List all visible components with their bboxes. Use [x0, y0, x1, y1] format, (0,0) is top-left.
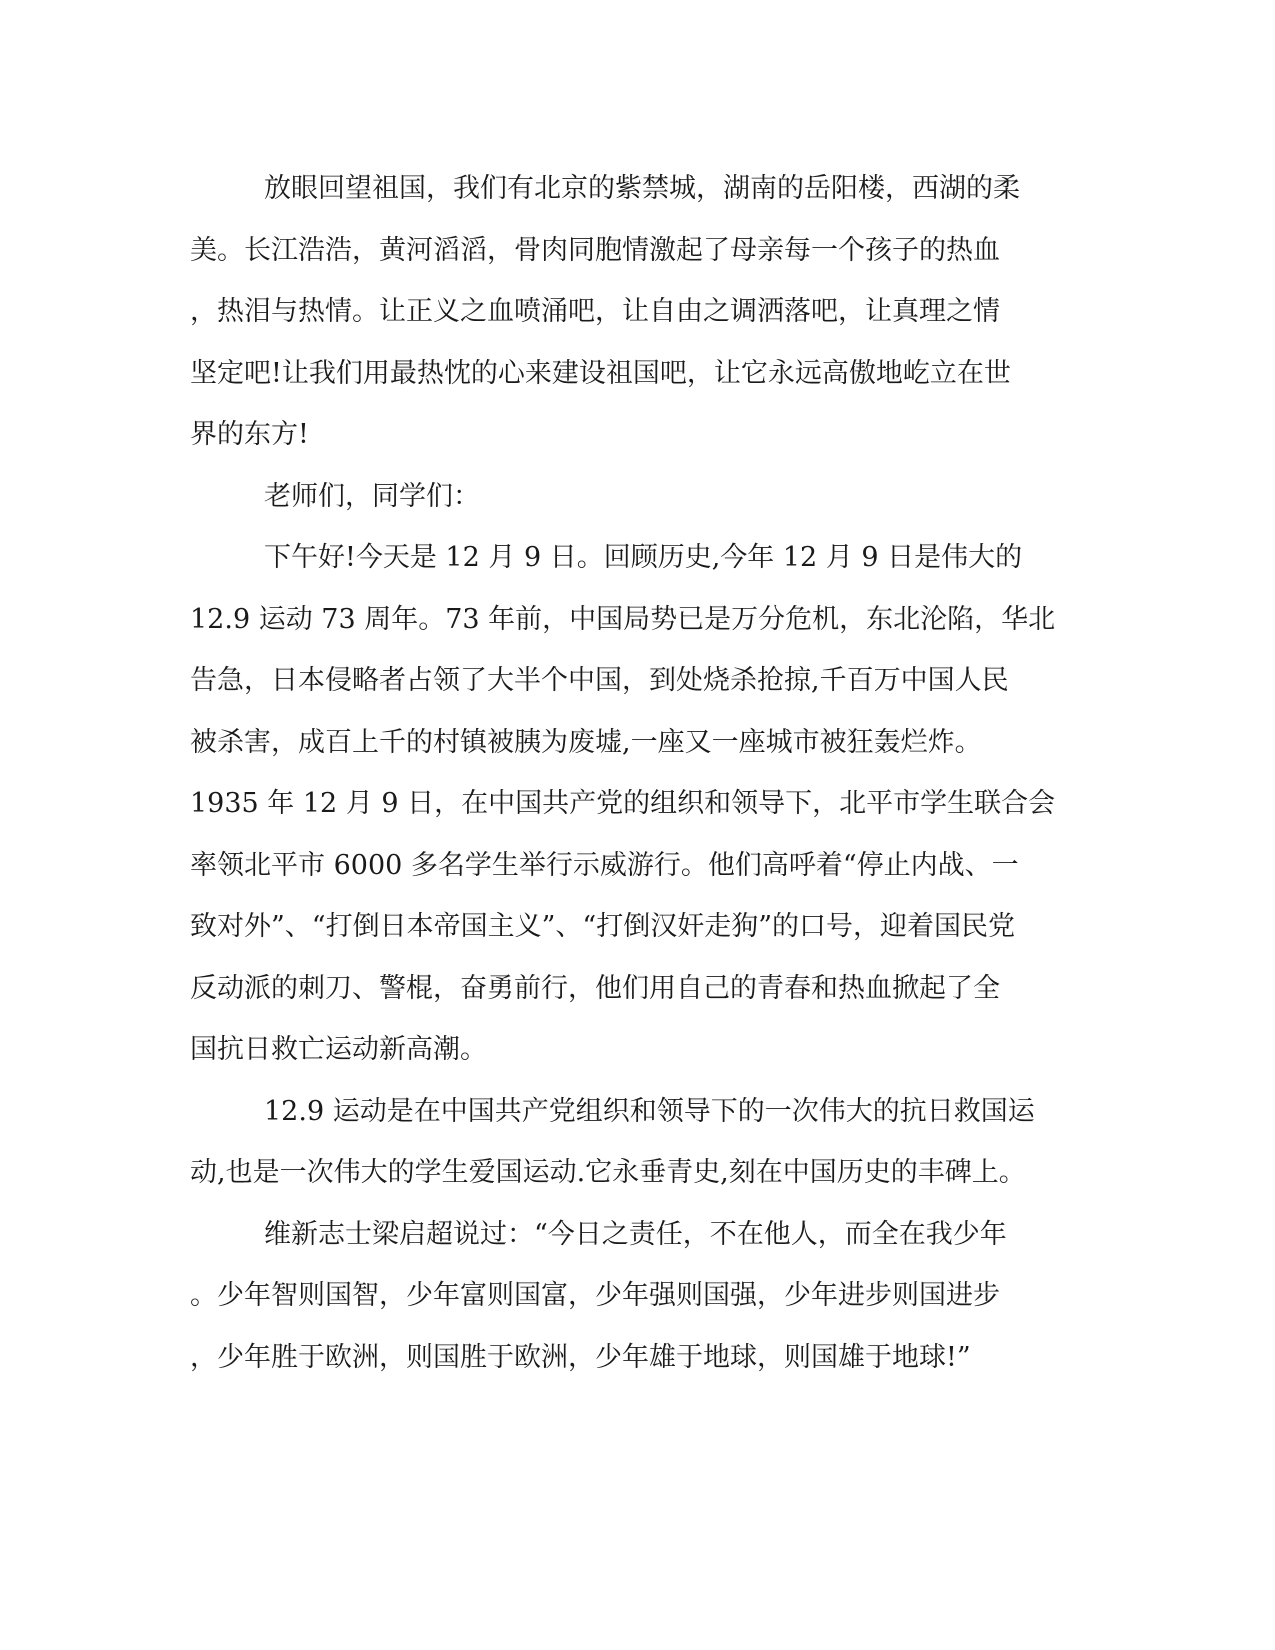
text-line: 下午好!今天是 12 月 9 日。回顾历史,今年 12 月 9 日是伟大的 [264, 542, 1023, 573]
document-body [190, 158, 1080, 1388]
text-line: 致对外”、“打倒日本帝国主义”、“打倒汉奸走狗”的口号，迎着国民党 [190, 911, 1016, 942]
text-line: 被杀害，成百上千的村镇被胰为废墟,一座又一座城市被狂轰烂炸。 [190, 726, 982, 758]
text-line: 放眼回望祖国，我们有北京的紫禁城，湖南的岳阳楼，西湖的柔 [264, 173, 1020, 204]
text-line: 告急，日本侵略者占领了大半个中国，到处烧杀抢掠,千百万中国人民 [190, 665, 1009, 696]
text-line: 坚定吧!让我们用最热忱的心来建设祖国吧，让它永远高傲地屹立在世 [190, 357, 1011, 389]
text-line: 12.9 运动 73 周年。73 年前，中国局势已是万分危机，东北沦陷，华北 [190, 603, 1056, 635]
text-line: 国抗日救亡运动新高潮。 [190, 1034, 487, 1065]
text-line: 美。长江浩浩，黄河滔滔，骨肉同胞情激起了母亲每一个孩子的热血 [190, 234, 1000, 266]
text-line: 1935 年 12 月 9 日，在中国共产党的组织和领导下，北平市学生联合会 [190, 788, 1056, 819]
paragraph-3 [190, 527, 1080, 1081]
text-line: 率领北平市 6000 多名学生举行示威游行。他们高呼着“停止内战、一 [190, 849, 1019, 881]
paragraph-2 [190, 466, 1080, 528]
paragraph-4 [190, 1081, 1080, 1204]
text-line: 维新志士梁启超说过：“今日之责任，不在他人，而全在我少年 [264, 1218, 1007, 1250]
text-line: 动,也是一次伟大的学生爱国运动.它永垂青史,刻在中国历史的丰碑上。 [190, 1157, 1026, 1188]
text-line: 12.9 运动是在中国共产党组织和领导下的一次伟大的抗日救国运 [264, 1095, 1035, 1127]
text-line: ，少年胜于欧洲，则国胜于欧洲，少年雄于地球，则国雄于地球!” [190, 1341, 971, 1373]
text-line: 反动派的刺刀、警棍，奋勇前行，他们用自己的青春和热血掀起了全 [190, 972, 1000, 1004]
salutation-line: 老师们，同学们： [264, 480, 480, 512]
text-line: 。少年智则国智，少年富则国富，少年强则国强，少年进步则国进步 [190, 1280, 1000, 1311]
text-line: ，热泪与热情。让正义之血喷涌吧，让自由之调洒落吧，让真理之情 [190, 296, 1000, 327]
paragraph-5 [190, 1204, 1080, 1389]
paragraph-1 [190, 158, 1080, 466]
text-line: 界的东方! [190, 419, 309, 450]
